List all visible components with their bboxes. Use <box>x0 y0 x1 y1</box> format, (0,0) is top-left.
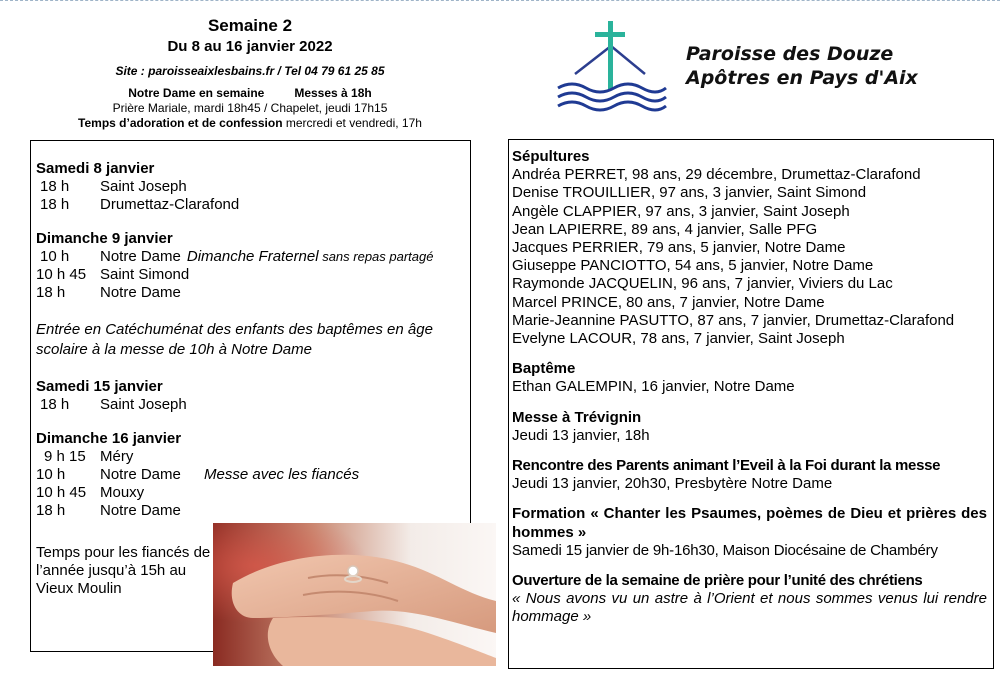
wave-3 <box>558 102 666 110</box>
list-item: Raymonde JACQUELIN, 96 ans, 7 janvier, Viviers du Lac <box>512 275 893 293</box>
prayer-times: Prière Mariale, mardi 18h45 / Chapelet, jeudi 17h15 <box>112 101 388 115</box>
parish-name-line2: Apôtres en Pays d'Aix <box>686 67 918 89</box>
schedule-row: 18 h Drumettaz-Clarafond <box>40 196 240 213</box>
schedule-note: Dimanche Fraternel sans repas partagé <box>186 248 434 265</box>
week-dates: Du 8 au 16 janvier 2022 <box>167 38 333 55</box>
unite-heading: Ouverture de la semaine de prière pour l’unité des chrétiens <box>512 572 923 590</box>
day-sat-15: Samedi 15 janvier <box>36 378 163 395</box>
site-contact: Site : paroisseaixlesbains.fr / Tel 04 79 61 25 85 <box>115 64 385 78</box>
schedule-note: Messe avec les fiancés <box>204 466 360 483</box>
schedule-row: 10 h 45 Saint Simond <box>36 266 190 283</box>
day-sun-16: Dimanche 16 janvier <box>36 430 182 447</box>
sepultures-heading: Sépultures <box>512 148 590 165</box>
top-dashed-rule <box>0 0 1000 1</box>
hands-ring-photo <box>213 523 496 666</box>
parish-news <box>512 148 987 627</box>
cross-horizontal <box>595 32 625 37</box>
formation-heading: Formation « Chanter les Psaumes, poèmes de Dieu et prières des hommes » <box>512 505 987 541</box>
trevignin-heading: Messe à Trévignin <box>512 408 642 426</box>
catechumenat-note: Entrée en Catéchuménat des enfants des baptêmes en âge scolaire à la messe de 10h à Notre Dame <box>36 321 433 358</box>
unite-quote: « Nous avons vu un astre à l’Orient et nous sommes venus lui rendre hommage » <box>512 590 987 626</box>
day-sat-8: Samedi 8 janvier <box>36 160 155 177</box>
cross-vertical <box>608 21 613 89</box>
eveil-text: Jeudi 13 janvier, 20h30, Presbytère Notre Dame <box>512 475 833 493</box>
adoration-days: mercredi et vendredi, 17h <box>282 116 422 130</box>
fiances-note: Temps pour les fiancés de l’année jusqu’à 15h au Vieux Moulin <box>36 544 211 597</box>
day-sun-9: Dimanche 9 janvier <box>36 230 173 247</box>
adoration-label: Temps d’adoration et de confession <box>78 116 283 130</box>
schedule-row: 18 h Notre Dame <box>36 502 181 519</box>
adoration-times <box>0 116 500 130</box>
list-item: Giuseppe PANCIOTTO, 54 ans, 5 janvier, Notre Dame <box>512 257 874 275</box>
parish-logo-icon <box>553 16 668 116</box>
list-item: Evelyne LACOUR, 78 ans, 7 janvier, Saint Joseph <box>512 330 845 348</box>
bapteme-text: Ethan GALEMPIN, 16 janvier, Notre Dame <box>512 378 795 396</box>
schedule-row: 10 h Notre Dame Dimanche Fraternel sans repas partagé <box>40 248 434 265</box>
wave-2 <box>558 93 666 101</box>
mass-schedule <box>36 160 476 520</box>
schedule-row: 10 h 45 Mouxy <box>36 484 145 501</box>
eveil-heading: Rencontre des Parents animant l’Eveil à la Foi durant la messe <box>512 457 941 475</box>
list-item: Jean LAPIERRE, 89 ans, 4 janvier, Salle PFG <box>512 220 818 238</box>
nd-weekday-label: Notre Dame en semaine <box>128 86 265 100</box>
list-item: Marcel PRINCE, 80 ans, 7 janvier, Notre Dame <box>512 293 825 311</box>
list-item: Denise TROUILLIER, 97 ans, 3 janvier, Saint Simond <box>512 184 867 202</box>
schedule-row: 10 h Notre Dame Messe avec les fiancés <box>36 466 360 483</box>
trevignin-text: Jeudi 13 janvier, 18h <box>512 426 650 444</box>
formation-text: Samedi 15 janvier de 9h-16h30, Maison Diocésaine de Chambéry <box>512 541 938 559</box>
nd-mass-time: Messes à 18h <box>294 86 372 100</box>
schedule-row: 9 h 15 Méry <box>44 448 134 465</box>
parish-name <box>686 42 918 90</box>
bapteme-heading: Baptême <box>512 360 576 378</box>
ring-diamond <box>348 566 358 576</box>
list-item: Jacques PERRIER, 79 ans, 5 janvier, Notre Dame <box>512 239 846 257</box>
page-title: Semaine 2 <box>207 16 293 35</box>
list-item: Andréa PERRET, 98 ans, 29 décembre, Drumettaz-Clarafond <box>512 166 921 184</box>
schedule-row: 18 h Notre Dame <box>36 284 181 301</box>
parish-name-line1: Paroisse des Douze <box>686 43 894 65</box>
schedule-row: 18 h Saint Joseph <box>40 396 187 413</box>
notre-dame-weekday <box>0 86 500 100</box>
schedule-row: 18 h Saint Joseph <box>40 178 187 195</box>
list-item: Marie-Jeannine PASUTTO, 87 ans, 7 janvier, Drumettaz-Clarafond <box>512 311 955 329</box>
list-item: Angèle CLAPPIER, 97 ans, 3 janvier, Saint Joseph <box>512 202 850 220</box>
